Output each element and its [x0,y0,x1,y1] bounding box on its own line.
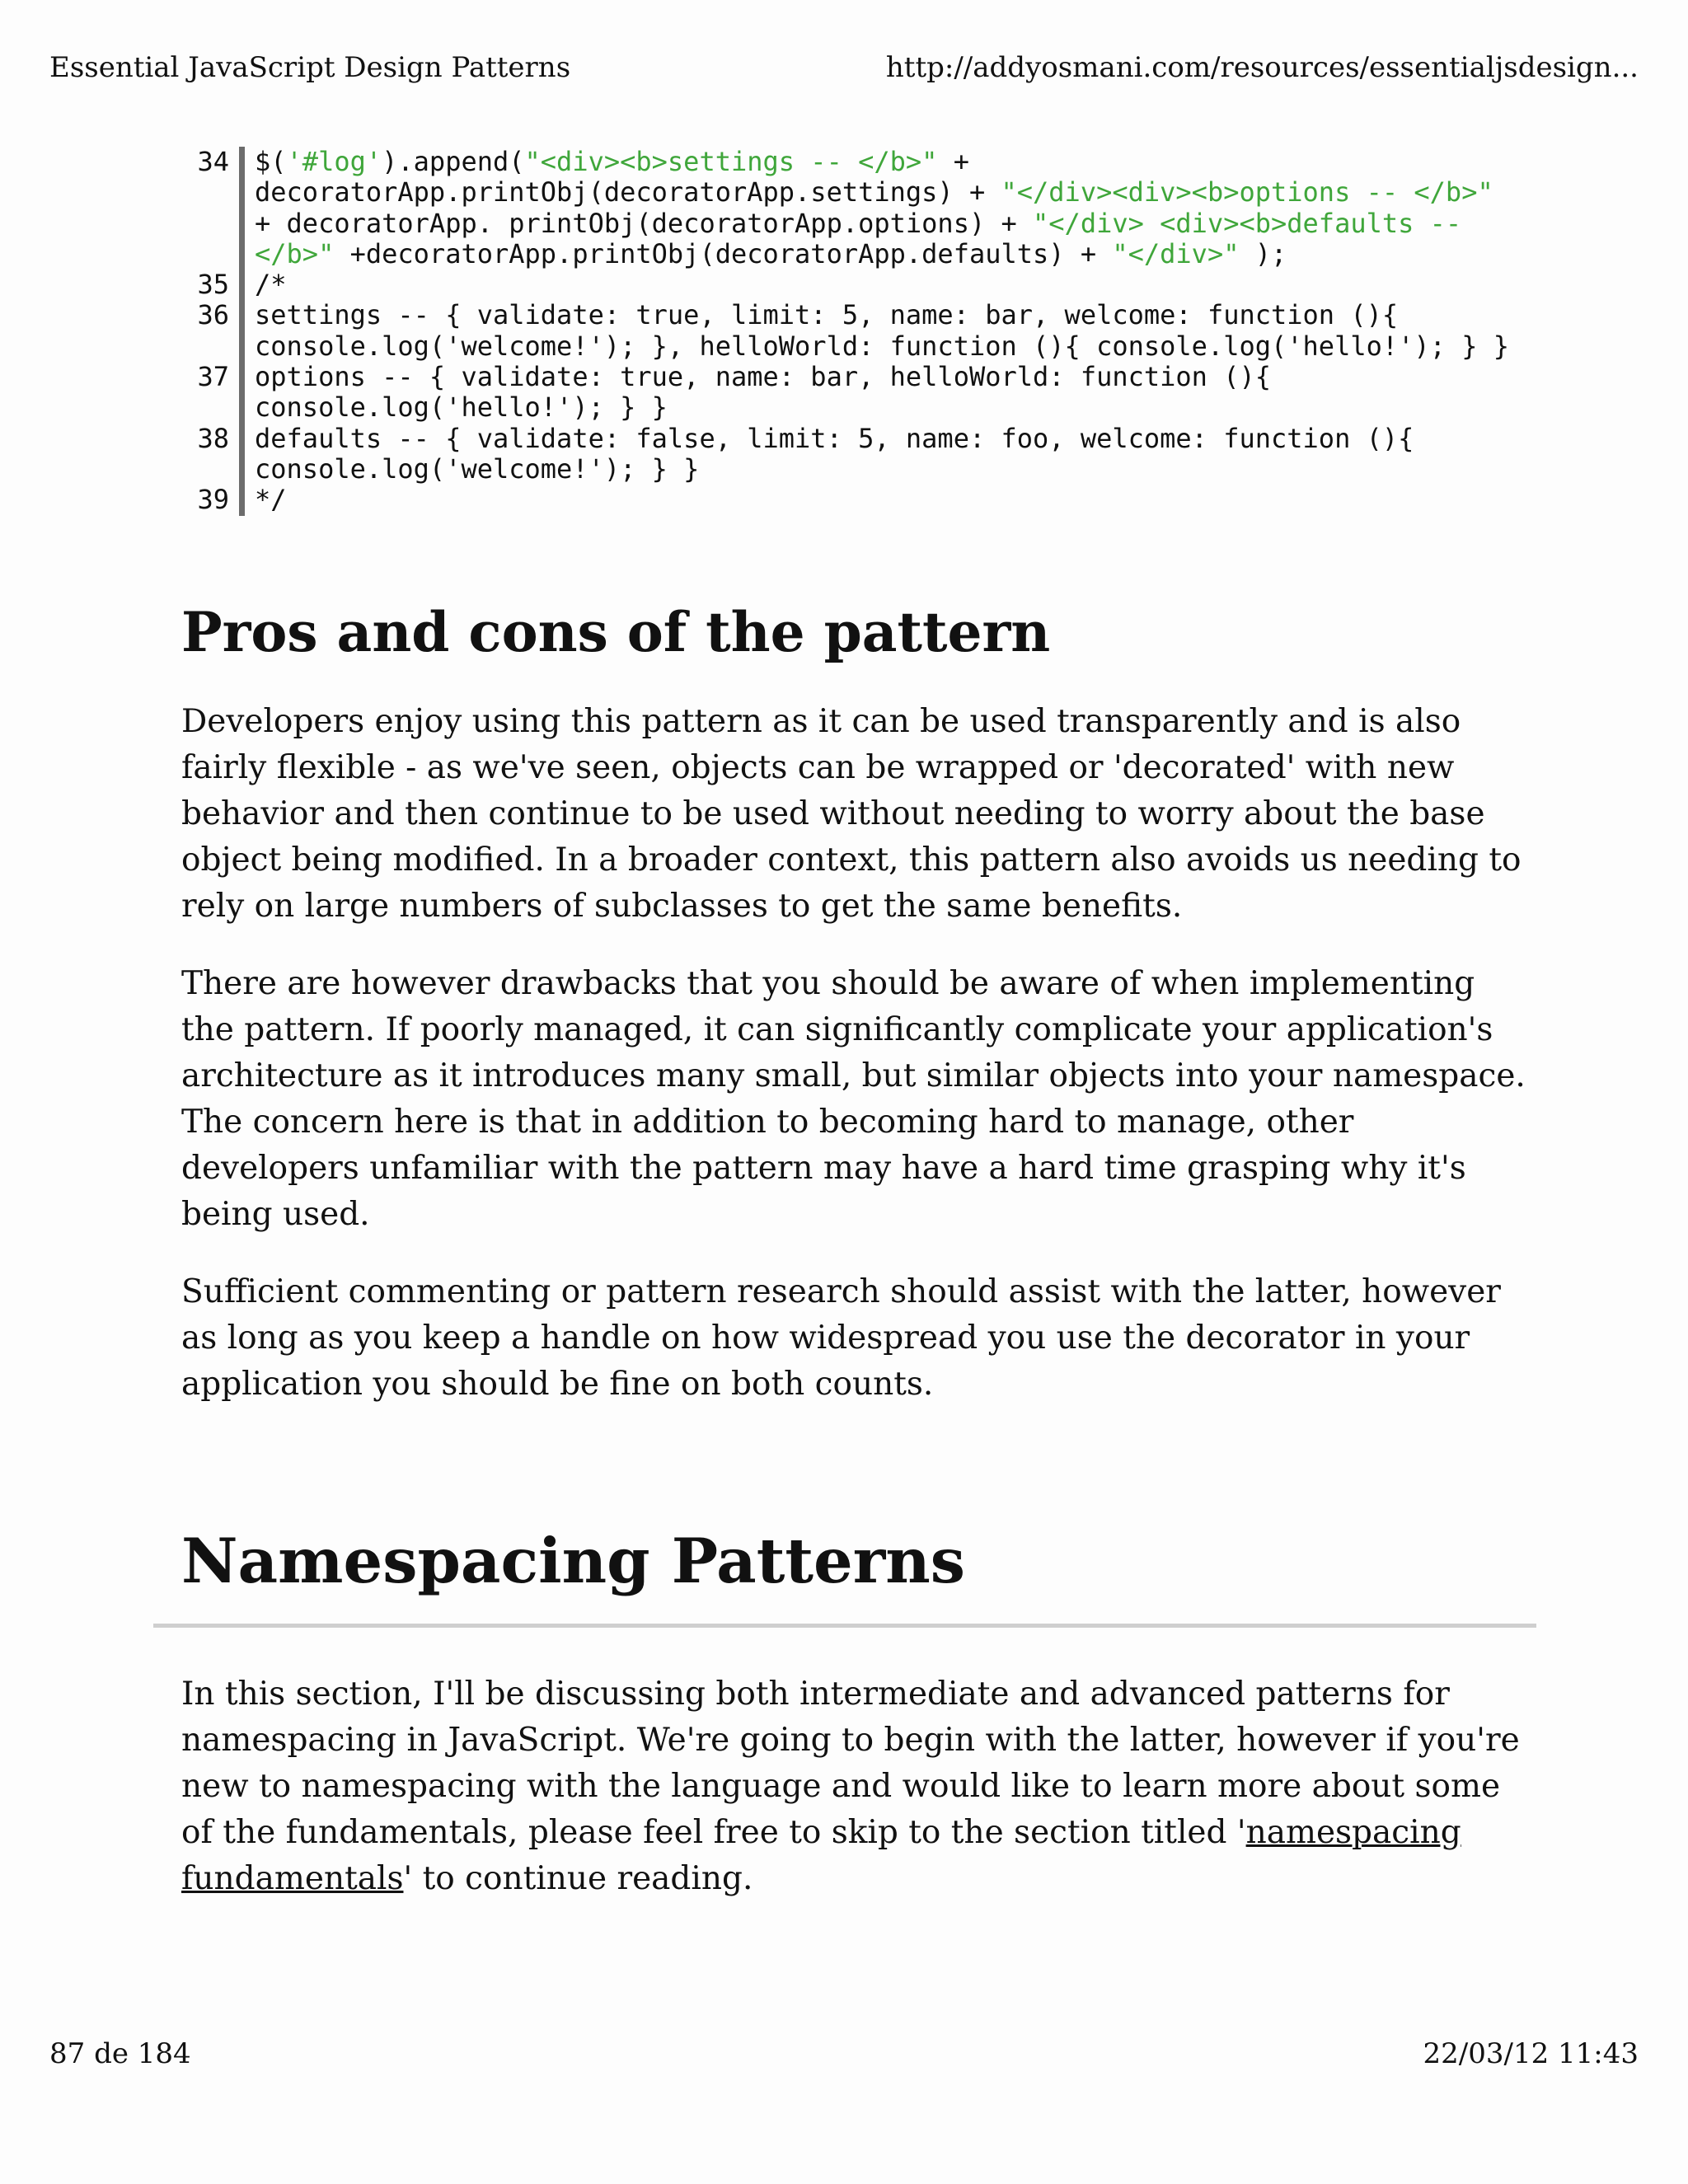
code-line [181,269,1517,300]
line-number: 34 [181,147,245,269]
section-heading-pros-cons: Pros and cons of the pattern [181,600,1051,664]
line-number: 37 [181,362,245,424]
code-text: +decoratorApp.printObj(decoratorApp.defaults) + [334,237,1113,269]
code-line [181,485,1517,515]
intro-text: In this section, I'll be discussing both intermediate and advanced patterns for namespacing in JavaScript. We're going to begin with the latter, however if you're new to namespacing with the language and would like to learn more about some of the fundamentals, please feel free to skip to the section titled ' [181,1675,1520,1851]
code-source [245,362,1517,424]
heading-divider [153,1624,1536,1628]
page-number: 87 de 184 [49,2037,191,2070]
code-source [245,485,1517,515]
code-text: defaults -- { validate: false, limit: 5, name: foo, welcome: function (){ console.log('welcome!'); } } [255,422,1430,485]
line-number: 35 [181,269,245,300]
code-string: '#log' [286,146,382,177]
code-line [181,424,1517,485]
code-text: ); [1239,237,1287,269]
code-line [181,147,1517,269]
line-number: 36 [181,300,245,362]
code-block [181,147,1517,516]
code-text: settings -- { validate: true, limit: 5, name: bar, welcome: function (){ console.log('welcome!'); }, helloWorld: function (){ console.log('hello!'); } } [255,299,1509,362]
code-text: + decoratorApp. printObj(decoratorApp.options) + [255,176,1509,239]
code-string: "</div><div><b>options -- </b>" [1001,176,1493,209]
paragraph: Sufficient commenting or pattern research should assist with the latter, however as long as you keep a handle on how widespread you use the decorator in your application you should be fine on both counts. [181,1273,1501,1403]
code-text: $( [255,146,287,177]
code-source [245,424,1517,485]
code-line [181,300,1517,362]
code-source [245,300,1517,362]
paragraph: There are however drawbacks that you should be aware of when implementing the pattern. If poorly managed, it can significantly complicate your application's architecture as it introduces many small, but similar objects into your namespace. The concern here is that in addition to becoming hard to manage, other developers unfamiliar with the pattern may have a hard time grasping why it's being used. [181,965,1526,1233]
print-datetime: 22/03/12 11:43 [1423,2037,1639,2070]
line-number: 39 [181,485,245,515]
code-string: "<div><b>settings -- </b>" [524,146,938,177]
code-text: /* [255,269,287,301]
code-source [245,269,1517,300]
code-text: + decoratorApp.printObj(decoratorApp.settings) + [255,146,1001,209]
print-header-title: Essential JavaScript Design Patterns [49,51,571,84]
code-text: options -- { validate: true, name: bar, helloWorld: function (){ console.log('hello!'); } } [255,361,1287,424]
section-heading-namespacing: Namespacing Patterns [181,1525,965,1597]
code-line [181,362,1517,424]
code-text: ).append( [382,146,525,177]
code-source [245,147,1517,269]
line-number: 38 [181,424,245,485]
namespacing-fundamentals-link[interactable]: namespacing fundamentals [181,1814,1461,1897]
intro-text-end: ' to continue reading. [403,1860,753,1897]
paragraph: Developers enjoy using this pattern as it can be used transparently and is also fairly flexible - as we've seen, objects can be wrapped or 'decorated' with new behavior and then continue to be used without needing to worry about the base object being modified. In a broader context, this pattern also avoids us needing to rely on large numbers of subclasses to get the same benefits. [181,703,1522,925]
paragraph-namespacing-intro [181,1671,1533,1902]
code-string: "</div> <div><b>defaults -- </b>" [255,207,1478,269]
code-text: */ [255,484,287,516]
code-string: "</div>" [1112,237,1240,269]
print-header-url: http://addyosmani.com/resources/essentialjsdesign... [885,51,1639,84]
